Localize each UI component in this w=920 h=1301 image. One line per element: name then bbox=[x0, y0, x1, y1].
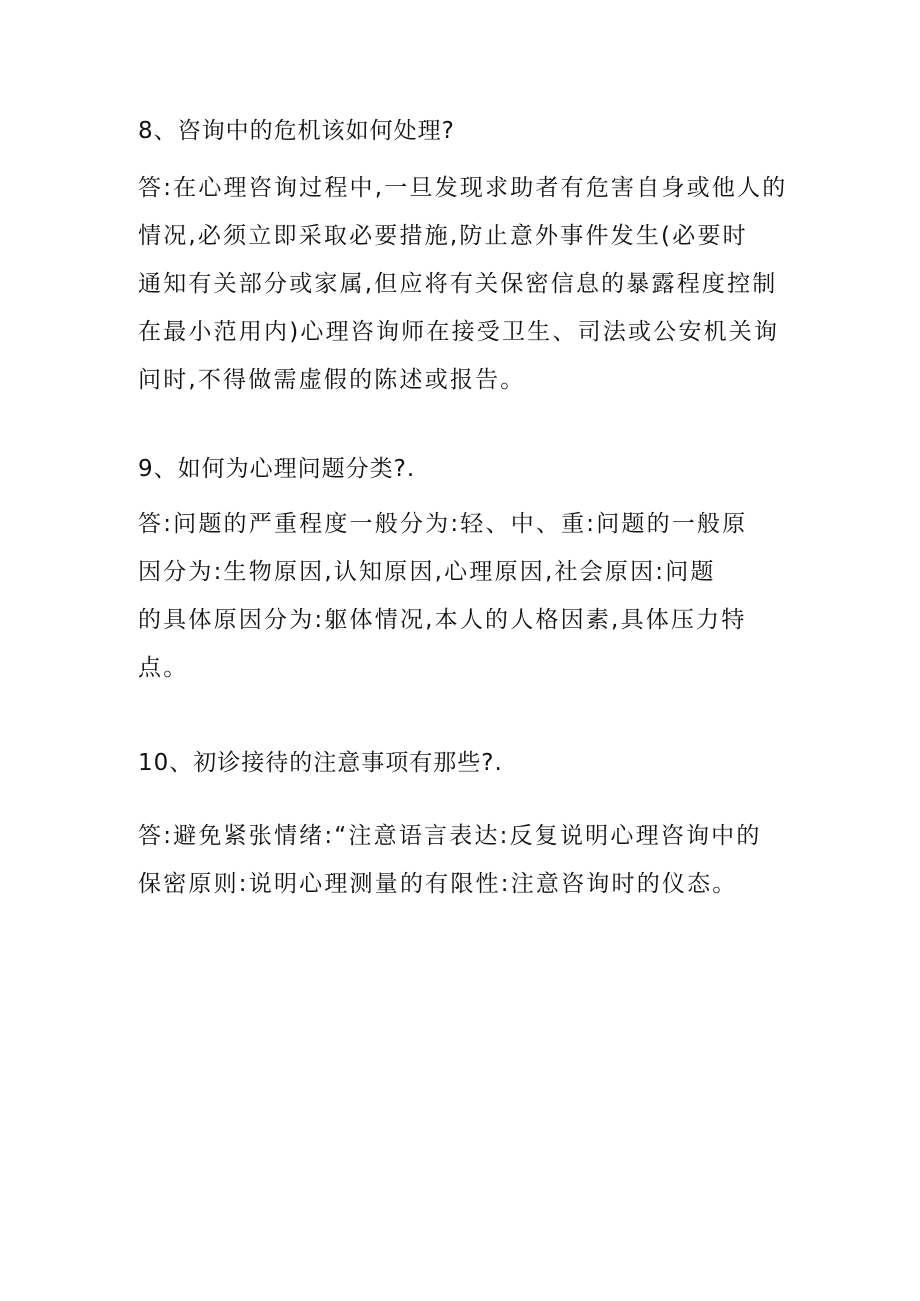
answer-line: 通知有关部分或家属,但应将有关保密信息的暴露程度控制 bbox=[138, 271, 778, 297]
answer-line: 答:避免紧张情绪:“注意语言表达:反复说明心理咨询中的 bbox=[138, 823, 762, 849]
question-heading: 9、如何为心理问题分类?. bbox=[138, 456, 416, 482]
answer-line: 在最小范用内)心理咨询师在接受卫生、司法或公安机关询 bbox=[138, 319, 780, 345]
answer-line: 答:问题的严重程度一般分为:轻、中、重:问题的一般原 bbox=[138, 511, 748, 537]
qa-section-9 bbox=[138, 454, 788, 692]
answer-line: 问时,不得做需虚假的陈述或报告。 bbox=[138, 367, 526, 393]
answer-paragraph bbox=[138, 164, 788, 404]
answer-paragraph bbox=[138, 500, 788, 692]
qa-section-8 bbox=[138, 116, 788, 404]
question-heading: 8、咨询中的危机该如何处理? bbox=[138, 118, 455, 144]
answer-line: 因分为:生物原因,认知原因,心理原因,社会原因:问题 bbox=[138, 559, 716, 585]
question-heading: 10、初诊接待的注意事项有那些?. bbox=[138, 750, 503, 776]
answer-line: 的具体原因分为:躯体情况,本人的人格因素,具体压力特 bbox=[138, 607, 747, 633]
answer-line: 答:在心理咨询过程中,一旦发现求助者有危害自身或他人的 bbox=[138, 175, 788, 201]
answer-line: 保密原则:说明心理测量的有限性:注意咨询时的仪态。 bbox=[138, 871, 738, 897]
answer-paragraph bbox=[138, 812, 788, 908]
qa-section-10 bbox=[138, 748, 788, 908]
answer-line: 情况,必须立即采取必要措施,防止意外事件发生(必要时 bbox=[138, 223, 748, 249]
answer-line: 点。 bbox=[138, 655, 189, 681]
